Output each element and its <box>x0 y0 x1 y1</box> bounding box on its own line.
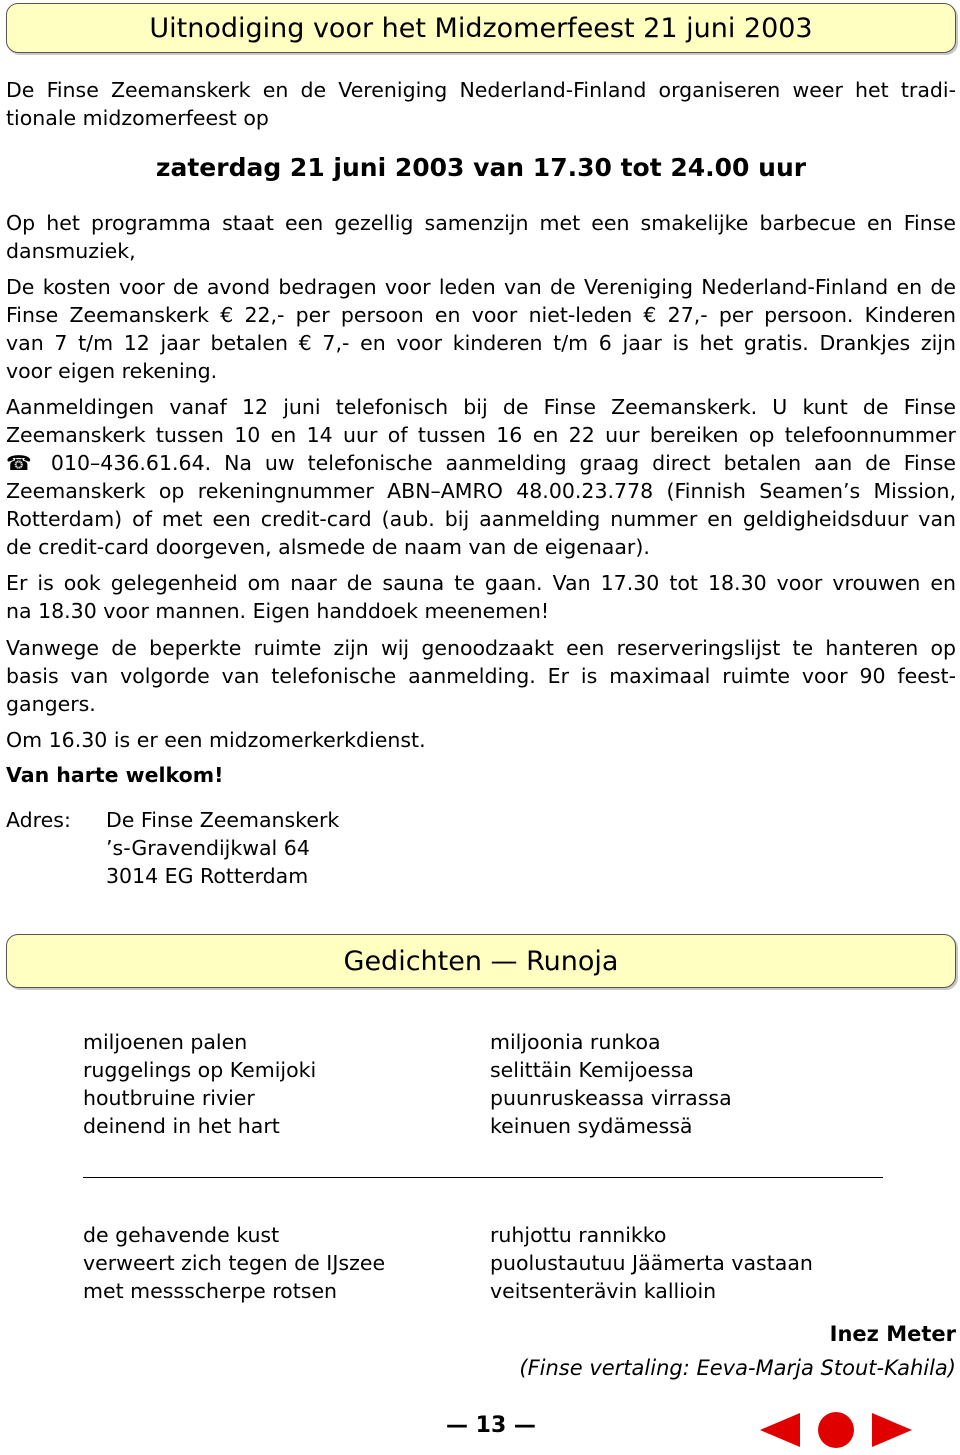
triangle-left-icon[interactable] <box>758 1411 802 1449</box>
service-line: Om 16.30 is er een midzomerkerkdienst. <box>6 728 426 752</box>
sauna-line: na 18.30 voor mannen. Eigen handdoek meenemen! <box>6 599 550 623</box>
stanza1-finnish <box>490 1028 732 1140</box>
poem-line: met messscherpe rotsen <box>83 1279 338 1303</box>
intro-paragraph <box>6 76 956 132</box>
poem-line: miljoenen palen <box>83 1030 248 1054</box>
poem-line: veitsenterävin kallioin <box>490 1279 717 1303</box>
costs-line: Finse Zeemanskerk € 22,- per persoon en voor niet-leden € 27,- per persoon. Kinderen <box>6 303 956 327</box>
triangle-right-icon[interactable] <box>870 1411 914 1449</box>
poem-line: miljoonia runkoa <box>490 1030 661 1054</box>
program-paragraph <box>6 209 956 265</box>
poem-line: verweert zich tegen de IJszee <box>83 1251 386 1275</box>
sauna-paragraph <box>6 569 956 625</box>
address-line: 3014 EG Rotterdam <box>106 864 309 888</box>
stanza2-dutch <box>83 1221 385 1305</box>
address-label: Adres: <box>6 808 71 832</box>
poem-author: Inez Meter <box>829 1322 956 1346</box>
poem-line: puolustautuu Jäämerta vastaan <box>490 1251 813 1275</box>
page-number: — 13 — <box>446 1413 536 1438</box>
stanza1-dutch <box>83 1028 316 1140</box>
stanza2-finnish <box>490 1221 813 1305</box>
intro-line: De Finse Zeemanskerk en de Vereniging Nederland-Finland organiseren weer het tradi- <box>6 78 956 102</box>
registration-line: Aanmeldingen vanaf 12 juni telefonisch bij de Finse Zeemanskerk. U kunt de Finse <box>6 395 956 419</box>
registration-line: de credit-card doorgeven, alsmede de naam van de eigenaar). <box>6 535 650 559</box>
address-line: De Finse Zeemanskerk <box>106 808 340 832</box>
page-navigation <box>758 1410 914 1450</box>
program-line: Op het programma staat een gezellig samenzijn met een smakelijke barbecue en Finse <box>6 211 956 235</box>
poem-line: de gehavende kust <box>83 1223 280 1247</box>
program-line: dansmuziek, <box>6 239 136 263</box>
registration-line: Zeemanskerk op rekeningnummer ABN–AMRO 48.00.23.778 (Finnish Seamen’s Mission, <box>6 479 956 503</box>
capacity-line: basis van volgorde van telefonische aanmelding. Er is maximaal ruimte voor 90 feest- <box>6 664 956 688</box>
poem-line: deinend in het hart <box>83 1114 280 1138</box>
registration-paragraph <box>6 393 956 561</box>
costs-paragraph <box>6 273 956 385</box>
welcome-line: Van harte welkom! <box>6 763 224 787</box>
circle-icon[interactable] <box>816 1410 856 1450</box>
poem-line: keinuen sydämessä <box>490 1114 693 1138</box>
costs-line: van 7 t/m 12 jaar betalen € 7,- en voor kinderen t/m 6 jaar is het gratis. Drankjes zijn <box>6 331 956 355</box>
poem-line: selittäin Kemijoessa <box>490 1058 694 1082</box>
address-lines <box>106 806 339 890</box>
invitation-title: Uitnodiging voor het Midzomerfeest 21 juni 2003 <box>6 3 956 53</box>
poems-title: Gedichten — Runoja <box>6 934 956 988</box>
registration-line: ☎ 010–436.61.64. Na uw telefonische aanmelding graag direct betalen aan de Finse <box>6 451 956 475</box>
costs-line: De kosten voor de avond bedragen voor leden van de Vereniging Nederland-Finland en de <box>6 275 956 299</box>
registration-line: Rotterdam) of met een credit-card (aub. bij aanmelding nummer en geldigheidsduur van <box>6 507 956 531</box>
capacity-line: gangers. <box>6 692 96 716</box>
event-date: zaterdag 21 juni 2003 van 17.30 tot 24.00 uur <box>155 153 807 182</box>
capacity-line: Vanwege de beperkte ruimte zijn wij genoodzaakt een reserveringslijst te hanteren op <box>6 636 956 660</box>
poem-line: puunruskeassa virrassa <box>490 1086 732 1110</box>
intro-line: tionale midzomerfeest op <box>6 106 269 130</box>
poem-line: ruhjottu rannikko <box>490 1223 667 1247</box>
registration-line: Zeemanskerk tussen 10 en 14 uur of tussen 16 en 22 uur bereiken op telefoonnummer <box>6 423 956 447</box>
poem-divider <box>83 1177 883 1178</box>
poem-line: ruggelings op Kemijoki <box>83 1058 317 1082</box>
address-line: ’s-Gravendijkwal 64 <box>106 836 310 860</box>
poem-line: houtbruine rivier <box>83 1086 255 1110</box>
costs-line: voor eigen rekening. <box>6 359 218 383</box>
poem-translator: (Finse vertaling: Eeva-Marja Stout-Kahila) <box>519 1356 956 1380</box>
capacity-paragraph <box>6 634 956 718</box>
sauna-line: Er is ook gelegenheid om naar de sauna te gaan. Van 17.30 tot 18.30 voor vrouwen en <box>6 571 956 595</box>
